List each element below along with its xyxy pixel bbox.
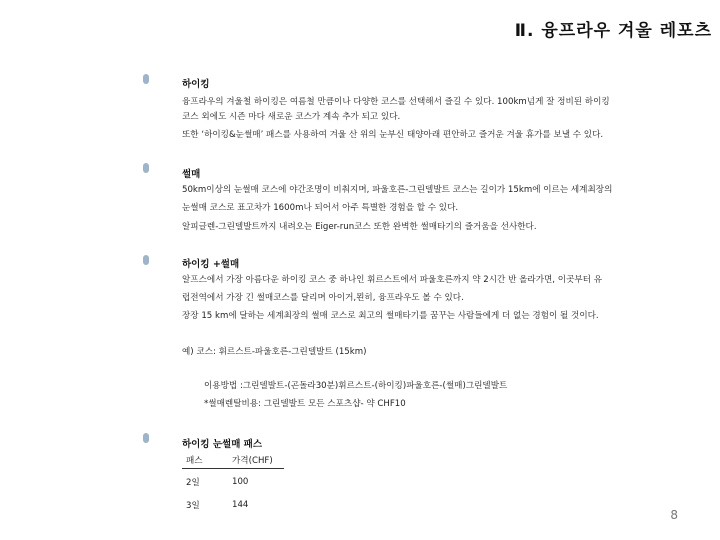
sled-text-line: 알피글렌-그린델발트까지 내려오는 Eiger-run코스 또한 완벽한 썰매타기의 즐거움을 선사한다. xyxy=(182,222,537,232)
section-heading-hiking-sled: 하이킹 +썰매 xyxy=(182,259,240,270)
bullet-marker xyxy=(143,433,149,443)
hiking-text-line: 융프라우의 겨울철 하이킹은 여름철 만큼이나 다양한 코스를 선택해서 즐길 수 있다. 100km넘게 잘 정비된 하이킹 xyxy=(182,97,610,107)
section-heading-sled: 썰매 xyxy=(182,169,201,180)
hiking-text-line: 또한 ‘하이킹&눈썰매’ 패스를 사용하여 겨울 산 위의 눈부신 태양아래 편안하고 즐거운 겨울 휴가를 보낼 수 있다. xyxy=(182,130,604,140)
rental-cost: *썰매렌탈비용: 그린델발트 모든 스포츠샵- 약 CHF10 xyxy=(204,399,406,409)
usage-method: 이용방법 :그린델발트-(곤돌라30분)휘르스트-(하이킹)파울호른-(썰매)그린델발트 xyxy=(204,381,508,391)
section-heading-pass: 하이킹 눈썰매 패스 xyxy=(182,439,263,450)
page-title: Ⅱ. 융프라우 겨울 레포츠 xyxy=(514,21,712,41)
bullet-marker xyxy=(143,255,149,265)
hiking-text-line: 코스 외에도 시즌 마다 새로운 코스가 계속 추가 되고 있다. xyxy=(182,112,401,122)
table-cell-pass: 2일 xyxy=(186,478,200,488)
table-row xyxy=(182,469,284,493)
hiking-sled-text-line: 럽전역에서 가장 긴 썰매코스를 달리며 아이거,묀히, 융프라우도 볼 수 있다. xyxy=(182,293,464,303)
table-cell-price: 100 xyxy=(232,477,249,487)
hiking-sled-text-line: 장장 15 km에 달하는 세계최장의 썰매 코스로 최고의 썰매타기를 꿈꾸는 사람들에게 더 없는 경험이 될 것이다. xyxy=(182,311,599,321)
bullet-marker xyxy=(143,74,149,84)
table-header-price: 가격(CHF) xyxy=(228,452,284,469)
table-cell-pass: 3일 xyxy=(186,501,200,511)
table-header-pass: 패스 xyxy=(182,452,228,469)
sled-text-line: 50km이상의 눈썰매 코스에 야간조명이 비춰지며, 파울호른-그린델발트 코스는 길이가 15km에 이르는 세계최장의 xyxy=(182,185,613,195)
section-heading-hiking: 하이킹 xyxy=(182,79,210,90)
course-example: 예) 코스: 휘르스트-파울호른-그린델발트 (15km) xyxy=(182,347,367,357)
bullet-marker xyxy=(143,163,149,173)
table-row xyxy=(182,492,284,515)
table-cell-price: 144 xyxy=(232,500,249,510)
pass-price-table xyxy=(182,452,284,515)
page-number: 8 xyxy=(670,508,678,522)
hiking-sled-text-line: 알프스에서 가장 아름다운 하이킹 코스 중 하나인 휘르스트에서 파울호른까지 약 2시간 반 올라가면, 이곳부터 유 xyxy=(182,275,603,285)
sled-text-line: 눈썰매 코스로 표고차가 1600m나 되어서 아주 특별한 경험을 할 수 있다. xyxy=(182,203,459,213)
